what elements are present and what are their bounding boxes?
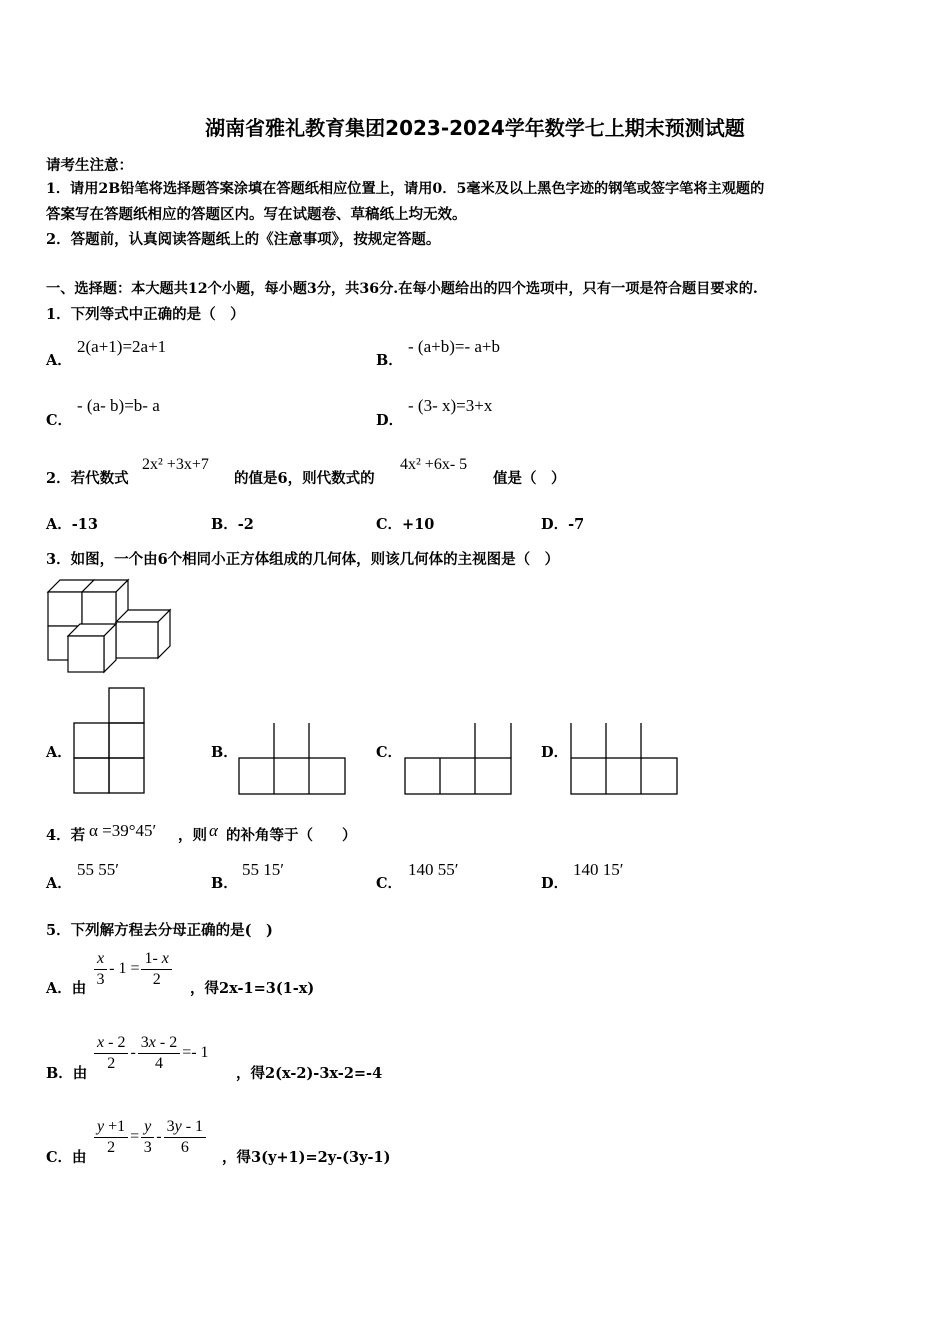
notice-line-1b: 答案写在答题纸相应的答题区内。写在试题卷、草稿纸上均无效。 bbox=[46, 206, 467, 223]
q3-option-b-label: B． bbox=[211, 744, 238, 761]
q2-option-c: C．+10 bbox=[376, 516, 435, 533]
q5-option-b-result: ，得2(x-2)-3x-2=-4 bbox=[236, 1065, 383, 1082]
q1-option-d-expr: - (3- x)=3+x bbox=[408, 396, 493, 415]
q2-stem-pre: 2．若代数式 bbox=[46, 470, 129, 487]
q5-option-c-equation: $\frac{y +1}{2}$ = $\frac{y}{3}$ - $\frac{3y - 1}{6}$ bbox=[92, 1118, 208, 1157]
q3-option-c-figure bbox=[405, 722, 513, 796]
q3-stem: 3．如图，一个由6个相同小正方体组成的几何体，则该几何体的主视图是（ ） bbox=[46, 551, 560, 568]
q4-option-b-value: 55 15′ bbox=[242, 860, 284, 879]
q4-stem-mid: ，则 bbox=[178, 827, 207, 844]
q5-option-b-label: B．由 bbox=[46, 1065, 88, 1082]
q2-option-a: A．-13 bbox=[46, 516, 98, 533]
notice-line-1a: 1．请用2B铅笔将选择题答案涂填在答题纸相应位置上，请用0．5毫米及以上黑色字迹的钢笔或签字笔将主观题的 bbox=[46, 181, 765, 197]
q4-option-b-label: B． bbox=[211, 875, 238, 892]
q1-option-a-label: A． bbox=[46, 352, 72, 369]
q3-option-a-figure bbox=[74, 687, 146, 795]
q4-alpha: α bbox=[209, 821, 218, 840]
q2-stem-post: 值是（ ） bbox=[493, 470, 566, 487]
q4-option-c-label: C． bbox=[376, 875, 403, 892]
q5-option-a-equation: $\frac{x}{3}$ - 1 = $\frac{1- x}{2}$ bbox=[92, 950, 174, 989]
q1-option-b-label: B． bbox=[376, 352, 403, 369]
q2-stem-mid: 的值是6，则代数式的 bbox=[234, 470, 375, 487]
q5-stem: 5．下列解方程去分母正确的是( ) bbox=[46, 922, 273, 939]
q4-option-c-value: 140 55′ bbox=[408, 860, 459, 879]
q5-option-c-label: C．由 bbox=[46, 1149, 87, 1166]
q3-option-d-figure bbox=[571, 722, 679, 796]
q4-stem-pre: 4．若 bbox=[46, 827, 86, 844]
q1-stem: 1．下列等式中正确的是（ ） bbox=[46, 306, 245, 323]
q3-option-b-figure bbox=[239, 722, 347, 796]
q5-option-b-equation: $\frac{x - 2}{2}$ - $\frac{3x - 2}{4}$ =- 1 bbox=[92, 1034, 209, 1073]
q1-option-d-label: D． bbox=[376, 412, 404, 429]
notice-line-2: 2．答题前，认真阅读答题纸上的《注意事项》，按规定答题。 bbox=[46, 231, 441, 248]
page-title: 湖南省雅礼教育集团2023-2024学年数学七上期末预测试题 bbox=[205, 116, 745, 140]
q4-option-d-value: 140 15′ bbox=[573, 860, 624, 879]
q3-cube-figure bbox=[44, 576, 174, 676]
q4-expr: α =39°45′ bbox=[89, 821, 157, 840]
q1-option-b-expr: - (a+b)=- a+b bbox=[408, 337, 500, 356]
q4-stem-post: 的补角等于（ ） bbox=[226, 827, 357, 844]
q4-option-a-label: A． bbox=[46, 875, 72, 892]
q5-option-a-label: A．由 bbox=[46, 980, 87, 997]
q5-option-c-result: ，得3(y+1)=2y-(3y-1) bbox=[222, 1149, 391, 1166]
q2-option-d: D．-7 bbox=[541, 516, 585, 533]
q2-expr-1: 2x² +3x+7 bbox=[142, 456, 209, 473]
q1-option-c-expr: - (a- b)=b- a bbox=[77, 396, 160, 415]
notice-heading: 请考生注意： bbox=[46, 157, 133, 174]
q3-option-c-label: C． bbox=[376, 744, 403, 761]
q4-option-d-label: D． bbox=[541, 875, 569, 892]
q2-expr-2: 4x² +6x- 5 bbox=[400, 456, 468, 473]
q3-option-d-label: D． bbox=[541, 744, 569, 761]
q4-option-a-value: 55 55′ bbox=[77, 860, 119, 879]
q3-option-a-label: A． bbox=[46, 744, 72, 761]
q2-option-b: B．-2 bbox=[211, 516, 254, 533]
section-1-heading: 一、选择题：本大题共12个小题，每小题3分，共36分.在每小题给出的四个选项中，只有一项是符合题目要求的. bbox=[46, 281, 758, 297]
q1-option-c-label: C． bbox=[46, 412, 73, 429]
q5-option-a-result: ，得2x-1=3(1-x) bbox=[190, 980, 315, 997]
q1-option-a-expr: 2(a+1)=2a+1 bbox=[77, 337, 167, 356]
